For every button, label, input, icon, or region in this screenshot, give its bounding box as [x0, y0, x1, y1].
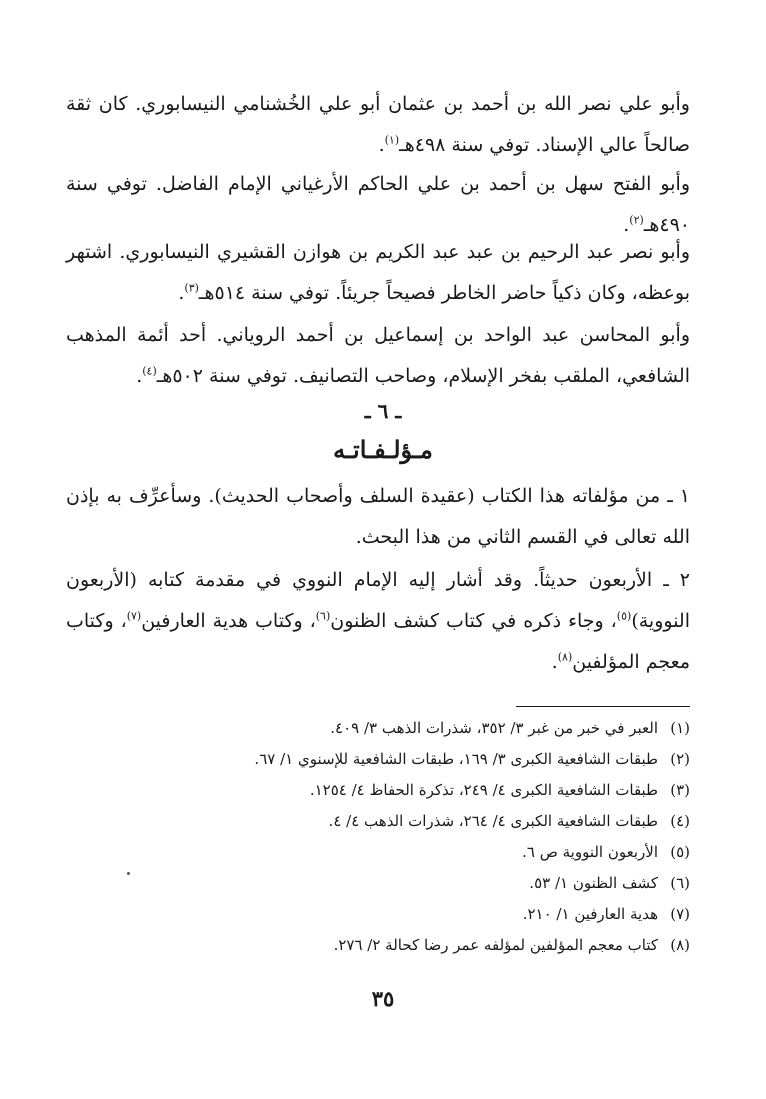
biography-paragraph [66, 84, 690, 166]
footnote-reference: (٢) [629, 213, 644, 227]
paragraph-text: وأبو المحاسن عبد الواحد بن إسماعيل بن أحمد الروياني. أحد أئمة المذهب الشافعي، الملقب بفخر الإسلام، وصاحب التصانيف. توفي سنة ٥٠٢هـ [66, 324, 690, 387]
footnote-reference: (٨) [557, 650, 573, 664]
footnote [66, 744, 690, 775]
footnote-text: طبقات الشافعية الكبرى ٤/ ٢٤٩، تذكرة الحفاظ ٤/ ١٢٥٤. [309, 781, 658, 799]
biography-paragraph [66, 232, 690, 314]
paragraph-text: وأبو الفتح سهل بن أحمد بن علي الحاكم الأرغياني الإمام الفاضل. توفي سنة ٤٩٠هـ [66, 173, 690, 236]
footnote [66, 868, 690, 899]
paragraph-text: وأبو علي نصر الله بن أحمد بن عثمان أبو علي الخُشنامي النيسابوري. كان ثقة صالحاً عالي الإسناد. توفي سنة ٤٩٨هـ [66, 93, 690, 156]
footnote-text: طبقات الشافعية الكبرى ٤/ ٢٦٤، شذرات الذهب ٤/ ٤. [328, 812, 658, 830]
footnote [66, 775, 690, 806]
footnote-reference: (٥) [616, 609, 632, 623]
works-item-text: ٢ ـ الأربعون حديثاً. وقد أشار إليه الإمام النووي في مقدمة كتابه (الأربعون النووية) [66, 569, 690, 632]
footnote-text: هدية العارفين ١/ ٢١٠. [522, 905, 658, 923]
footnote [66, 806, 690, 837]
paragraph-end: . [623, 214, 630, 236]
works-item-text: ، وجاء ذكره في كتاب كشف الظنون [330, 610, 617, 632]
footnote-reference: (٧) [126, 609, 142, 623]
paragraph-text: وأبو نصر عبد الرحيم بن عبد عبد الكريم بن هوازن القشيري النيسابوري. اشتهر بوعظه، وكان ذكياً حاضر الخاطر فصيحاً جريئاً. توفي سنة ٥١٤هـ [66, 241, 690, 304]
footnote-number: (٧) [670, 905, 690, 923]
footnote [66, 713, 690, 744]
footnote-number: (١) [670, 719, 690, 737]
biography-paragraph [66, 315, 690, 397]
page-number: ٣٥ [371, 986, 395, 1011]
footnote-reference: (٣) [184, 281, 199, 295]
footnote-text: طبقات الشافعية الكبرى ٣/ ١٦٩، طبقات الشافعية للإسنوي ١/ ٦٧. [254, 750, 658, 768]
paragraph-end: . [378, 134, 385, 156]
footnote-reference: (١) [384, 133, 400, 147]
section-title: مـؤلـفـاتـه [333, 435, 433, 464]
footnote-text: كشف الظنون ١/ ٥٣. [529, 874, 658, 892]
works-item-2 [66, 560, 690, 683]
footnote [66, 930, 690, 961]
footnote-number: (٤) [670, 812, 690, 830]
footnote-text: الأربعون النووية ص ٦. [522, 843, 658, 861]
works-item-text: ، وكتاب معجم المؤلفين [66, 610, 690, 673]
footnote-reference: (٦) [315, 609, 331, 623]
footnote-number: (٢) [670, 750, 690, 768]
works-item-1: ١ ـ من مؤلفاته هذا الكتاب (عقيدة السلف وأصحاب الحديث). وسأعرِّف به بإذن الله تعالى في القسم الثاني من هذا البحث. [66, 485, 690, 548]
speck-mark [127, 872, 130, 875]
footnote-reference: (٤) [142, 364, 157, 378]
footnote-text: كتاب معجم المؤلفين لمؤلفه عمر رضا كحالة ٢/ ٢٧٦. [333, 936, 658, 954]
footnote-number: (٥) [670, 843, 690, 861]
footnote [66, 899, 690, 930]
footnote-number: (٣) [670, 781, 690, 799]
footnote [66, 837, 690, 868]
paragraph-end: . [136, 365, 143, 387]
section-number: ـ ٦ ـ [364, 399, 402, 423]
footnotes-list [66, 713, 690, 961]
footnote-number: (٨) [670, 936, 690, 954]
works-item-text: ، وكتاب هدية العارفين [141, 610, 316, 632]
paragraph-end: . [178, 282, 185, 304]
footnote-number: (٦) [670, 874, 690, 892]
footnote-divider [516, 706, 690, 707]
footnote-text: العبر في خبر من غبر ٣/ ٣٥٢، شذرات الذهب ٣/ ٤٠٩. [330, 719, 658, 737]
paragraph-end: . [551, 651, 558, 673]
